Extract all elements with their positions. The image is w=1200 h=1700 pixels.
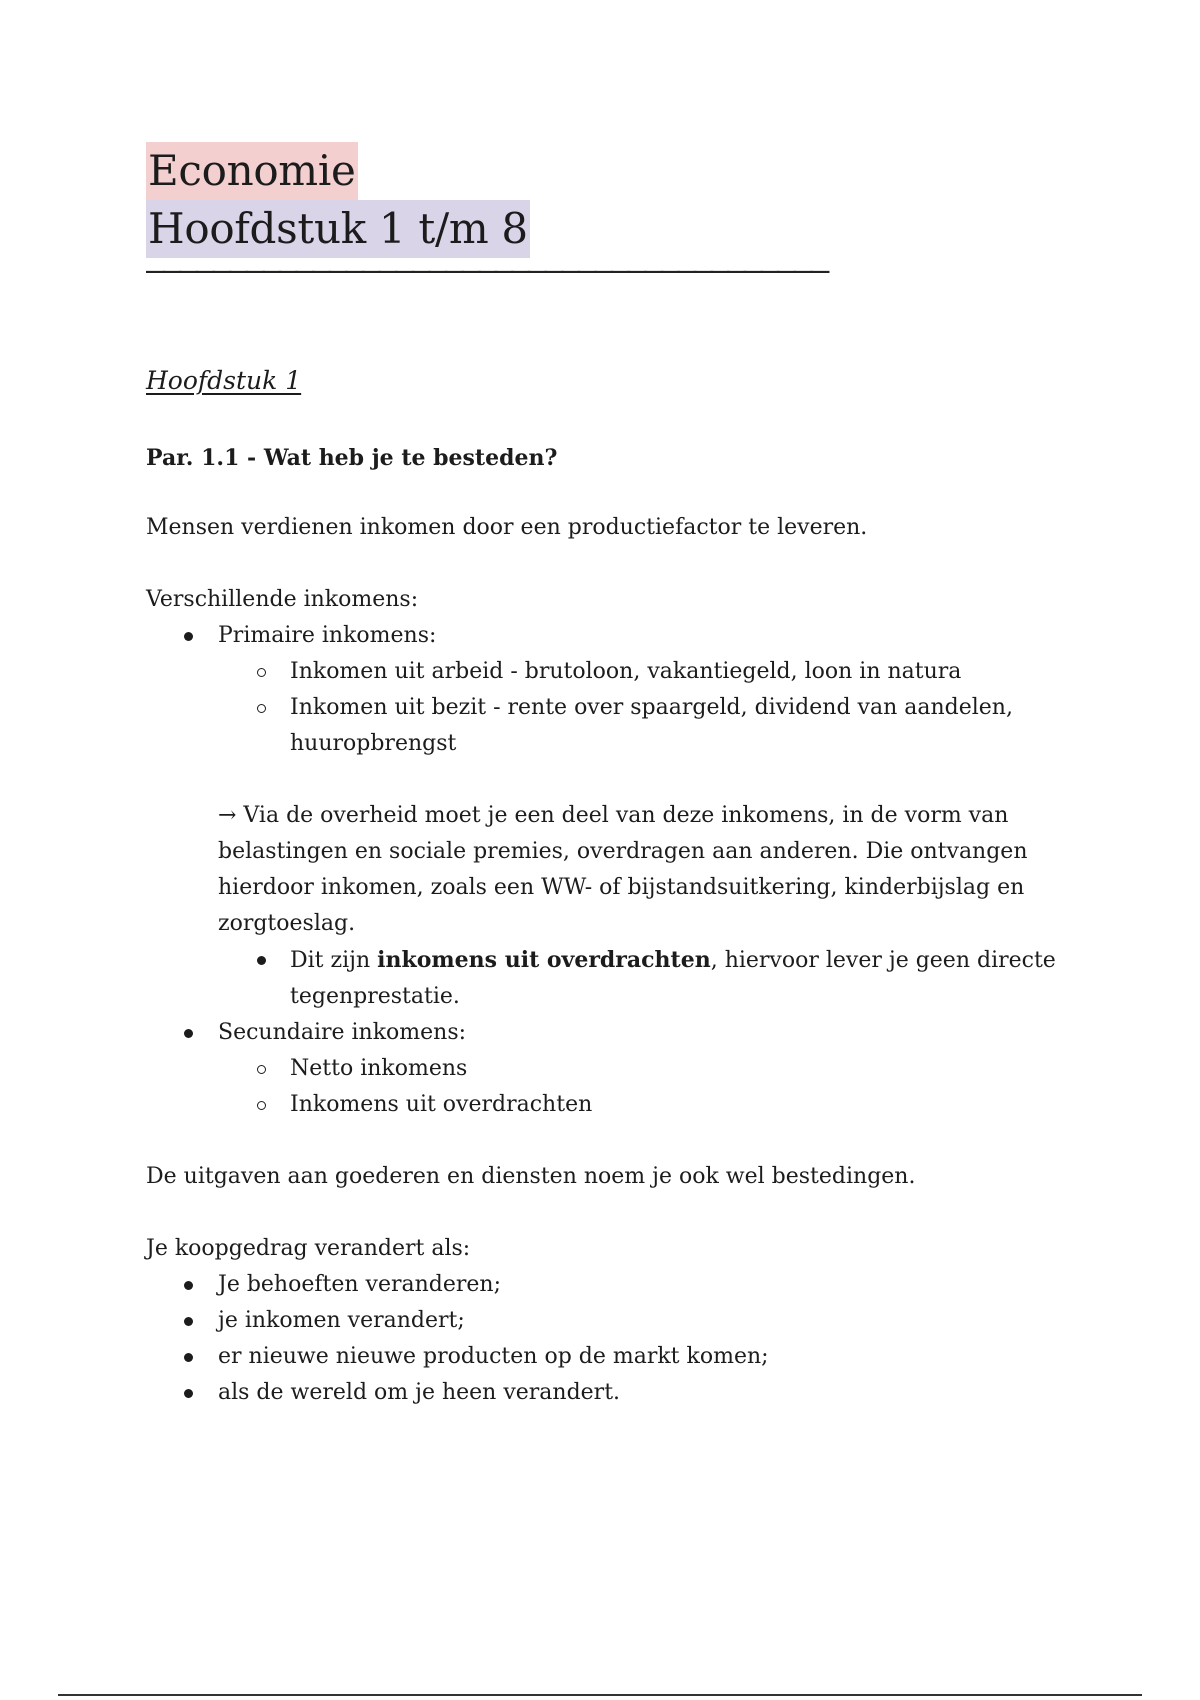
bullet-icon (184, 1353, 193, 1362)
bullet-icon (257, 956, 266, 965)
bullet-icon (184, 632, 193, 641)
transfer-note: → Via de overheid moet je een deel van deze inkomens, in de vorm van belastingen en sociale premies, overdragen aan anderen. Die ontvangen hierdoor inkomen, zoals een WW- of bijstandsuitkering, kinderbijslag en zorgtoeslag. (218, 803, 1028, 936)
title-block (146, 142, 1056, 200)
hollow-bullet-icon (257, 1101, 266, 1110)
bullet-icon (184, 1281, 193, 1290)
incomes-heading: Verschillende inkomens: (146, 587, 419, 612)
primary-income-item: Inkomen uit arbeid - brutoloon, vakantiegeld, loon in natura (290, 659, 962, 684)
chapter-heading: Hoofdstuk 1 (146, 366, 302, 395)
behaviour-item: Je behoeften veranderen; (218, 1272, 502, 1297)
list-item (146, 654, 1056, 690)
bullet-icon (184, 1029, 193, 1038)
primary-incomes-label: Primaire inkomens: (218, 623, 437, 648)
hollow-bullet-icon (257, 1065, 266, 1074)
secondary-income-item: Inkomens uit overdrachten (290, 1092, 593, 1117)
bullet-icon (184, 1317, 193, 1326)
bullet-icon (184, 1389, 193, 1398)
behaviour-list (146, 1267, 1056, 1411)
list-item (146, 1267, 1056, 1303)
hollow-bullet-icon (257, 704, 266, 713)
incomes-list (146, 618, 1056, 762)
hollow-bullet-icon (257, 668, 266, 677)
behaviour-heading: Je koopgedrag verandert als: (146, 1236, 471, 1261)
list-item (146, 1087, 1056, 1123)
list-item (146, 942, 1056, 1015)
secondary-income-item: Netto inkomens (290, 1056, 468, 1081)
transfer-point-term: inkomens uit overdrachten (377, 947, 711, 973)
secondary-incomes-label: Secundaire inkomens: (218, 1020, 467, 1045)
page-bottom-rule (58, 1694, 1142, 1696)
section-heading: Par. 1.1 - Wat heb je te besteden? (146, 445, 558, 471)
spending-paragraph: De uitgaven aan goederen en diensten noem je ook wel bestedingen. (146, 1164, 916, 1189)
intro-paragraph: Mensen verdienen inkomen door een productiefactor te leveren. (146, 515, 868, 540)
title-separator: ————————————————————————————————————————— (146, 253, 827, 290)
document-subtitle: Hoofdstuk 1 t/m 8 (146, 200, 530, 258)
list-item (146, 1303, 1056, 1339)
transfer-point-before: Dit zijn (290, 948, 378, 973)
behaviour-item: als de wereld om je heen verandert. (218, 1380, 621, 1405)
transfer-point-after: , hiervoor lever je geen directe tegenprestatie. (290, 948, 1056, 1009)
list-item (146, 1015, 1056, 1051)
list-item (146, 690, 1056, 762)
document-page (146, 142, 1056, 1411)
behaviour-item: je inkomen verandert; (218, 1308, 465, 1333)
list-item (146, 1339, 1056, 1375)
document-title: Economie (146, 142, 358, 200)
list-item (146, 618, 1056, 654)
list-item (146, 1375, 1056, 1411)
list-item (146, 1051, 1056, 1087)
primary-income-item: Inkomen uit bezit - rente over spaargeld, dividend van aandelen, huuropbrengst (290, 695, 1013, 756)
behaviour-item: er nieuwe nieuwe producten op de markt komen; (218, 1344, 769, 1369)
